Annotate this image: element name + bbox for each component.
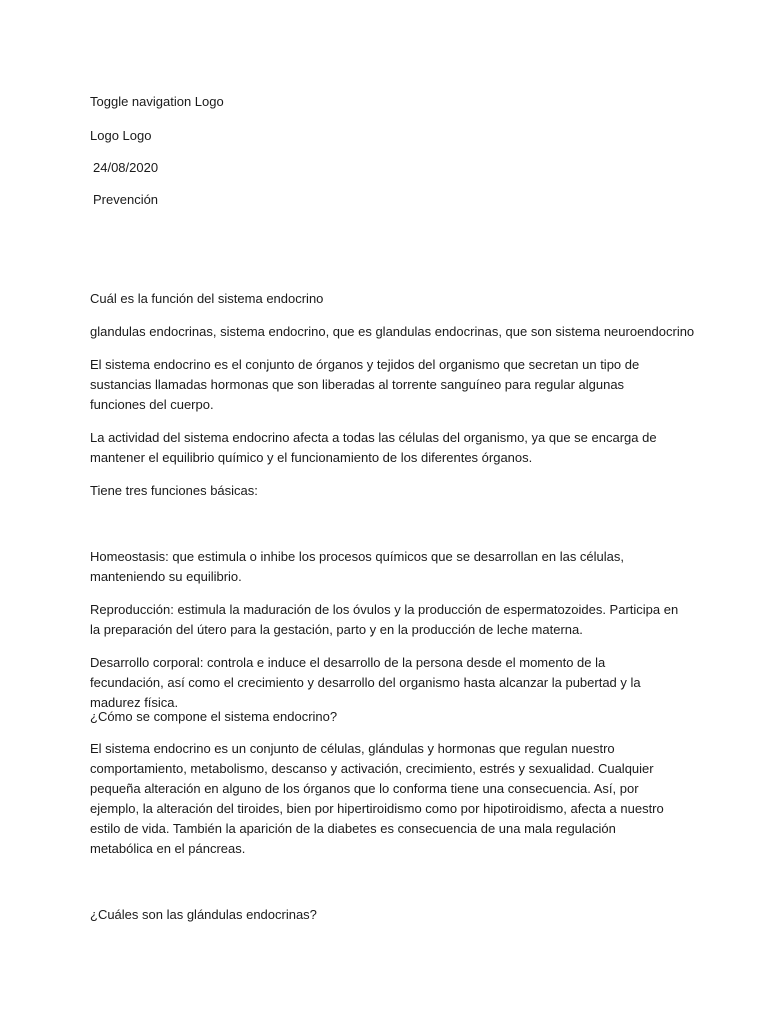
paragraph-activity: La actividad del sistema endocrino afecta a todas las células del organismo, ya que se encarga de mantener el equilibrio químico y el funcionamiento de los diferentes órganos.	[90, 430, 657, 465]
nav-toggle-text[interactable]: Toggle navigation Logo	[90, 94, 224, 109]
paragraph-functions-intro: Tiene tres funciones básicas:	[90, 483, 258, 498]
article-keywords: glandulas endocrinas, sistema endocrino, que es glandulas endocrinas, que son sistema neuroendocrino	[90, 324, 695, 339]
logo-text[interactable]: Logo Logo	[90, 128, 152, 143]
function-development: Desarrollo corporal: controla e induce el desarrollo de la persona desde el momento de la fecundación, así como el crecimiento y desarrollo del organismo hasta alcanzar la pubertad y la madurez física.	[90, 655, 641, 710]
section-heading-glands: ¿Cuáles son las glándulas endocrinas?	[90, 907, 317, 922]
article-title: Cuál es la función del sistema endocrino	[90, 291, 324, 306]
function-homeostasis: Homeostasis: que estimula o inhibe los procesos químicos que se desarrollan en las células, manteniendo su equilibrio.	[90, 549, 625, 584]
paragraph-intro: El sistema endocrino es el conjunto de órganos y tejidos del organismo que secretan un tipo de sustancias llamadas hormonas que son liberadas al torrente sanguíneo para regular algunas funciones del cuerpo.	[90, 357, 640, 412]
paragraph-composition: El sistema endocrino es un conjunto de células, glándulas y hormonas que regulan nuestro comportamiento, metabolismo, descanso y activación, crecimiento, estrés y sexualidad. Cualquier pequeña alteración en alguno de los órganos que lo conforma tiene una consecuencia. Así, por ejemplo, la alteración del tiroides, bien por hipertiroidismo como por hipotiroidismo, afecta a nuestro estilo de vida. También la aparición de la diabetes es consecuencia de una mala regulación metabólica en el páncreas.	[90, 741, 664, 856]
section-heading-composition: ¿Cómo se compone el sistema endocrino?	[90, 709, 338, 724]
post-date: 24/08/2020	[93, 160, 159, 175]
function-reproduction: Reproducción: estimula la maduración de los óvulos y la producción de espermatozoides. Participa en la preparación del útero para la gestación, parto y en la producción de leche materna.	[90, 602, 679, 637]
post-category[interactable]: Prevención	[93, 192, 159, 207]
